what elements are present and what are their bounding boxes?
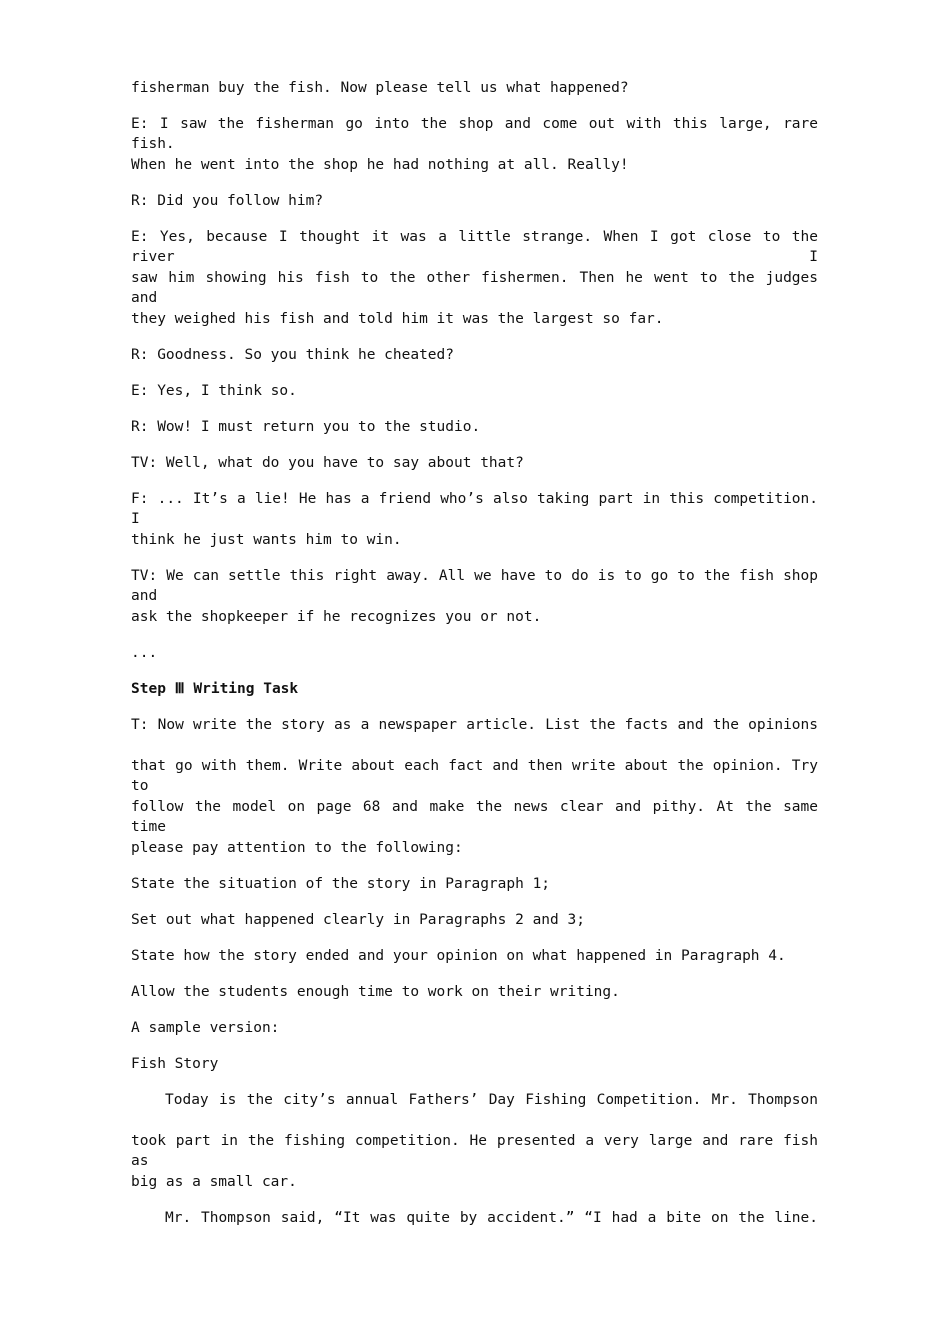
section-heading: Step Ⅲ Writing Task	[131, 681, 299, 697]
text-line: big as a small car.	[131, 1174, 297, 1190]
text-line: saw him showing his fish to the other fishermen. Then he went to the judges and	[131, 270, 818, 306]
text-line: Today is the city’s annual Fathers’ Day Fishing Competition. Mr. Thompson	[165, 1092, 818, 1108]
text-line: E: Yes, I think so.	[131, 383, 297, 399]
text-line: please pay attention to the following:	[131, 840, 463, 856]
text-line: T: Now write the story as a newspaper article. List the facts and the opinions	[131, 717, 818, 733]
text-line: E: Yes, because I thought it was a little strange. When I got close to the river I	[131, 229, 818, 265]
text-line: fisherman buy the fish. Now please tell us what happened?	[131, 80, 629, 96]
text-line: State how the story ended and your opinion on what happened in Paragraph 4.	[131, 948, 786, 964]
text-line: Set out what happened clearly in Paragraphs 2 and 3;	[131, 912, 585, 928]
text-line: think he just wants him to win.	[131, 532, 402, 548]
text-line: ...	[131, 645, 158, 661]
text-line: When he went into the shop he had nothing at all. Really!	[131, 157, 629, 173]
text-line: Mr. Thompson said, “It was quite by accident.” “I had a bite on the line.	[165, 1210, 818, 1226]
text-line: that go with them. Write about each fact and then write about the opinion. Try to	[131, 758, 818, 794]
text-line: E: I saw the fisherman go into the shop and come out with this large, rare fish.	[131, 116, 818, 152]
text-line: Allow the students enough time to work on their writing.	[131, 984, 620, 1000]
text-line: ask the shopkeeper if he recognizes you or not.	[131, 609, 542, 625]
text-line: TV: We can settle this right away. All we have to do is to go to the fish shop and	[131, 568, 818, 604]
text-line: took part in the fishing competition. He presented a very large and rare fish as	[131, 1133, 818, 1169]
text-line: R: Goodness. So you think he cheated?	[131, 347, 455, 363]
article-title: Fish Story	[131, 1056, 219, 1072]
text-line: they weighed his fish and told him it was the largest so far.	[131, 311, 664, 327]
text-line: R: Wow! I must return you to the studio.	[131, 419, 481, 435]
text-line: State the situation of the story in Paragraph 1;	[131, 876, 551, 892]
text-line: follow the model on page 68 and make the news clear and pithy. At the same time	[131, 799, 818, 835]
text-line: R: Did you follow him?	[131, 193, 324, 209]
text-line: A sample version:	[131, 1020, 280, 1036]
text-line: TV: Well, what do you have to say about that?	[131, 455, 524, 471]
text-line: F: ... It’s a lie! He has a friend who’s also taking part in this competition. I	[131, 491, 818, 527]
